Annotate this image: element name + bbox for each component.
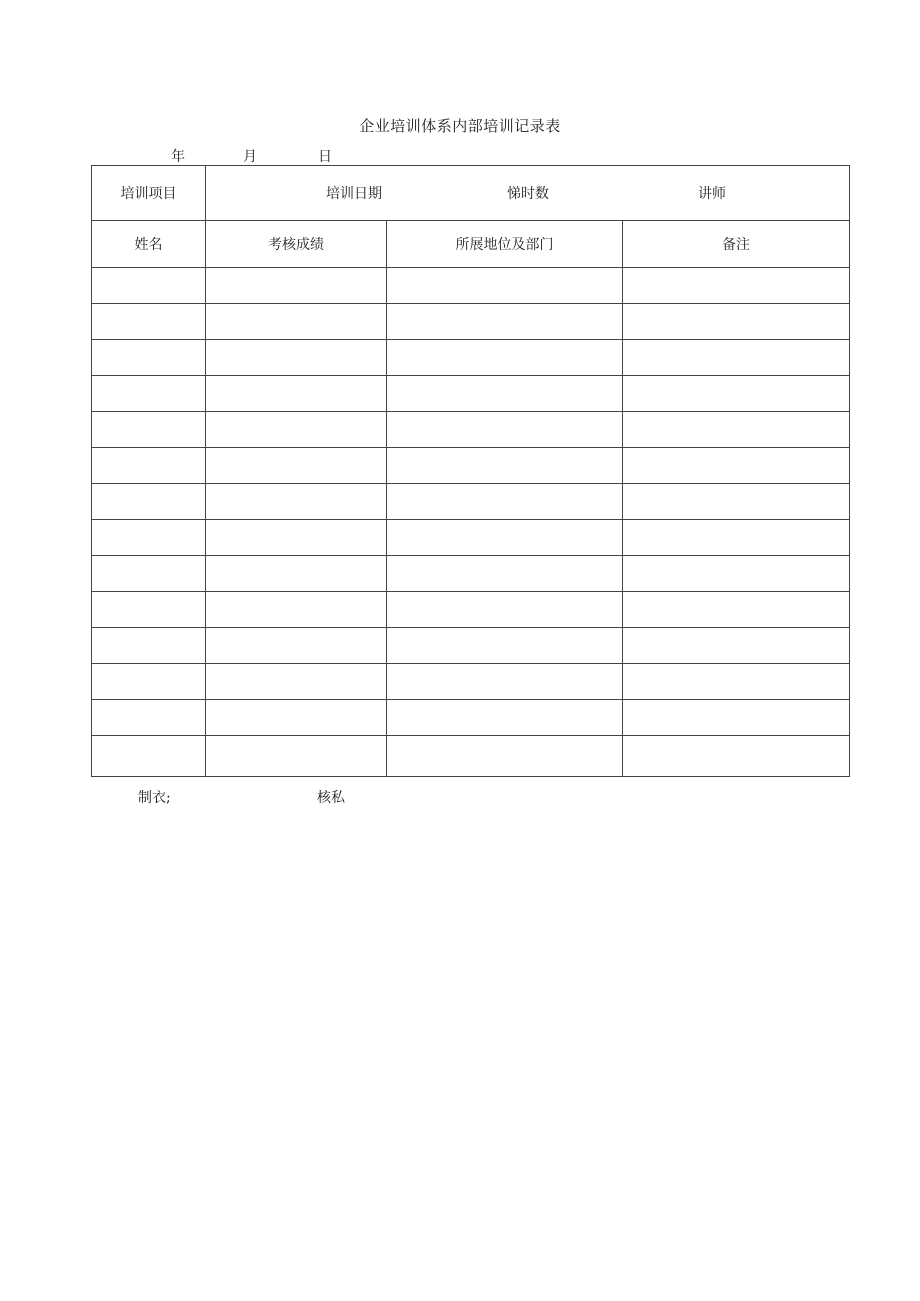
column-header-remarks: 备注: [623, 221, 850, 268]
score-cell: [206, 664, 387, 700]
table-row: [92, 556, 850, 592]
score-cell: [206, 520, 387, 556]
name-cell: [92, 376, 206, 412]
date-year-label: 年: [171, 149, 185, 165]
remarks-cell: [623, 304, 850, 340]
name-cell: [92, 556, 206, 592]
score-cell: [206, 736, 387, 777]
remarks-cell: [623, 520, 850, 556]
date-month-label: 月: [243, 149, 257, 165]
name-cell: [92, 700, 206, 736]
table-row: [92, 304, 850, 340]
position-department-cell: [387, 340, 623, 376]
made-by-label: 制衣;: [138, 790, 171, 806]
name-cell: [92, 412, 206, 448]
score-cell: [206, 628, 387, 664]
name-cell: [92, 592, 206, 628]
training-info-cell: [206, 166, 850, 221]
training-record-table: [91, 165, 850, 777]
training-project-label: 培训项目: [92, 166, 206, 221]
position-department-cell: [387, 556, 623, 592]
score-cell: [206, 304, 387, 340]
table-row: [92, 736, 850, 777]
position-department-cell: [387, 700, 623, 736]
name-cell: [92, 664, 206, 700]
date-day-label: 日: [318, 149, 332, 165]
remarks-cell: [623, 412, 850, 448]
position-department-cell: [387, 448, 623, 484]
remarks-cell: [623, 448, 850, 484]
table-row: [92, 484, 850, 520]
remarks-cell: [623, 736, 850, 777]
score-cell: [206, 340, 387, 376]
remarks-cell: [623, 628, 850, 664]
table-row: [92, 268, 850, 304]
training-project-row: [92, 166, 850, 221]
column-header-name: 姓名: [92, 221, 206, 268]
checked-by-label: 核私: [317, 790, 345, 806]
table-row: [92, 376, 850, 412]
score-cell: [206, 448, 387, 484]
position-department-cell: [387, 304, 623, 340]
name-cell: [92, 484, 206, 520]
table-row: [92, 412, 850, 448]
position-department-cell: [387, 628, 623, 664]
table-row: [92, 520, 850, 556]
table-row: [92, 448, 850, 484]
document-title: 企业培训体系内部培训记录表: [359, 117, 561, 135]
table-row: [92, 664, 850, 700]
table-row: [92, 592, 850, 628]
position-department-cell: [387, 592, 623, 628]
table-row: [92, 340, 850, 376]
score-cell: [206, 484, 387, 520]
remarks-cell: [623, 700, 850, 736]
score-cell: [206, 556, 387, 592]
name-cell: [92, 304, 206, 340]
position-department-cell: [387, 268, 623, 304]
table-row: [92, 700, 850, 736]
position-department-cell: [387, 736, 623, 777]
training-hours-label: 悌时数: [507, 186, 549, 202]
position-department-cell: [387, 376, 623, 412]
name-cell: [92, 736, 206, 777]
column-header-position-department: 所展地位及部门: [387, 221, 623, 268]
position-department-cell: [387, 412, 623, 448]
position-department-cell: [387, 520, 623, 556]
score-cell: [206, 592, 387, 628]
score-cell: [206, 412, 387, 448]
score-cell: [206, 700, 387, 736]
name-cell: [92, 520, 206, 556]
remarks-cell: [623, 268, 850, 304]
lecturer-label: 讲师: [698, 186, 726, 202]
remarks-cell: [623, 376, 850, 412]
position-department-cell: [387, 484, 623, 520]
column-header-row: [92, 221, 850, 268]
name-cell: [92, 448, 206, 484]
column-header-score: 考核成绩: [206, 221, 387, 268]
remarks-cell: [623, 592, 850, 628]
score-cell: [206, 268, 387, 304]
remarks-cell: [623, 340, 850, 376]
table-row: [92, 628, 850, 664]
score-cell: [206, 376, 387, 412]
name-cell: [92, 268, 206, 304]
position-department-cell: [387, 664, 623, 700]
training-date-label: 培训日期: [326, 186, 382, 202]
remarks-cell: [623, 556, 850, 592]
name-cell: [92, 340, 206, 376]
name-cell: [92, 628, 206, 664]
remarks-cell: [623, 664, 850, 700]
remarks-cell: [623, 484, 850, 520]
